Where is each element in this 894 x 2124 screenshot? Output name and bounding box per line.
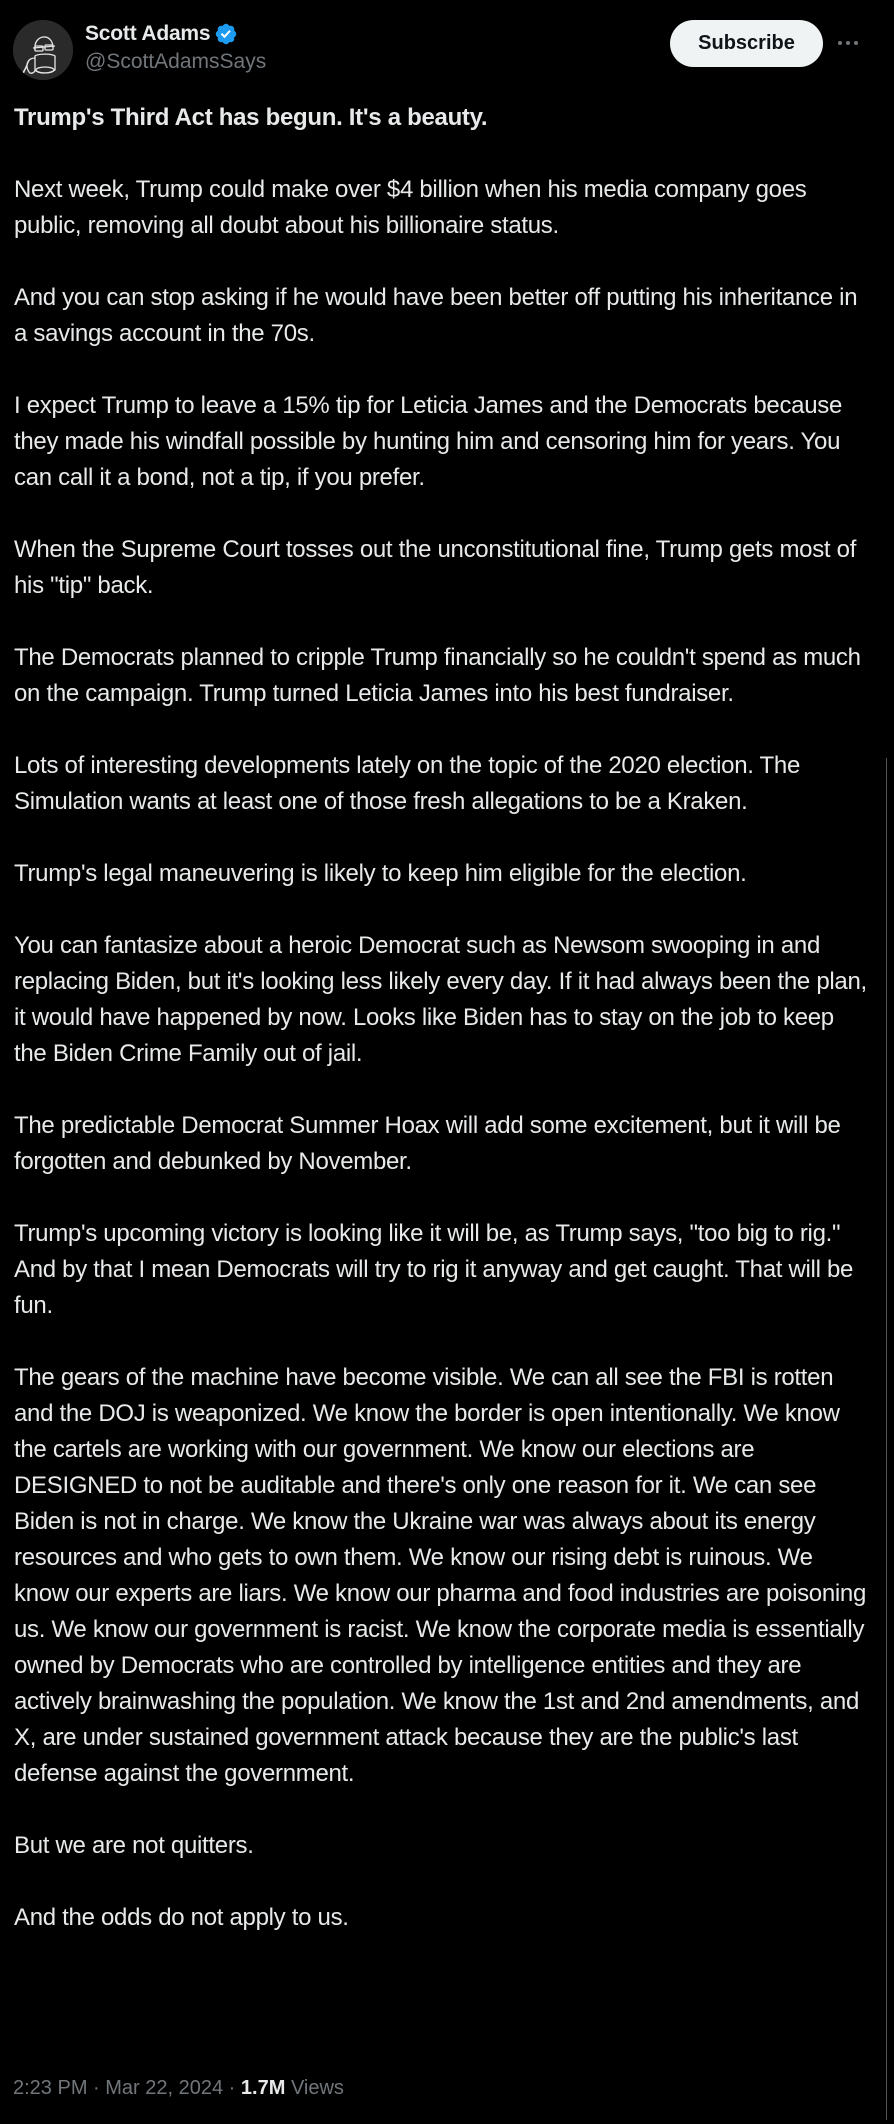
author-handle[interactable]: @ScottAdamsSays	[85, 50, 267, 73]
tweet-paragraph: I expect Trump to leave a 15% tip for Leticia James and the Democrats because they made his windfall possible by hunting him and censoring him for years. You can call it a bond, not a tip, if you prefer.	[14, 392, 843, 491]
avatar[interactable]	[13, 20, 73, 80]
more-horizontal-icon	[838, 41, 842, 45]
avatar-line-drawing-icon	[13, 20, 73, 80]
tweet-meta	[13, 2075, 344, 2101]
views-label: Views	[290, 2077, 344, 2099]
tweet-paragraph: The gears of the machine have become visible. We can all see the FBI is rotten and the DOJ is weaponized. We know the border is open intentionally. We know the cartels are working with our government. We know our elections are DESIGNED to not be auditable and there's only one reason for it. We can see Biden is not in charge. We know the Ukraine war was always about its energy resources and who gets to own them. We know our rising debt is ruinous. We know our experts are liars. We know our pharma and food industries are poisoning us. We know our government is racist. We know the corporate media is essentially owned by Democrats who are controlled by intelligence entities and they are actively brainwashing the population. We know the 1st and 2nd amendments, and X, are under sustained government attack because they are the public's last defense against the government.	[14, 1364, 867, 1787]
tweet-paragraph: Trump's legal maneuvering is likely to keep him eligible for the election.	[14, 860, 747, 887]
more-horizontal-icon	[854, 41, 858, 45]
tweet-paragraph: Lots of interesting developments lately on the topic of the 2020 election. The Simulation wants at least one of those fresh allegations to be a Kraken.	[14, 752, 801, 815]
tweet-paragraph: The predictable Democrat Summer Hoax will add some excitement, but it will be forgotten and debunked by November.	[14, 1112, 841, 1175]
tweet-paragraph: And you can stop asking if he would have been better off putting his inheritance in a savings account in the 70s.	[14, 284, 858, 347]
more-options-button[interactable]	[832, 30, 864, 56]
tweet-paragraph: Next week, Trump could make over $4 billion when his media company goes public, removing all doubt about his billionaire status.	[14, 176, 807, 239]
meta-separator: ·	[223, 2077, 241, 2099]
tweet-paragraph: But we are not quitters.	[14, 1832, 254, 1859]
more-horizontal-icon	[846, 41, 850, 45]
tweet-paragraph: The Democrats planned to cripple Trump financially so he couldn't spend as much on the campaign. Trump turned Leticia James into his best fundraiser.	[14, 644, 861, 707]
tweet-paragraph: When the Supreme Court tosses out the unconstitutional fine, Trump gets most of his "tip" back.	[14, 536, 857, 599]
scrollbar-track[interactable]	[886, 758, 887, 2120]
views-count: 1.7M	[240, 2077, 286, 2099]
author-name-row	[85, 21, 238, 47]
tweet-date[interactable]: Mar 22, 2024	[105, 2077, 224, 2099]
verified-badge-icon[interactable]	[214, 22, 238, 46]
tweet-title: Trump's Third Act has begun. It's a beauty.	[14, 104, 488, 131]
subscribe-button[interactable]: Subscribe	[670, 20, 823, 67]
tweet-text	[14, 100, 870, 1936]
tweet-paragraph: Trump's upcoming victory is looking like it will be, as Trump says, "too big to rig." And by that I mean Democrats will try to rig it anyway and get caught. That will be fun.	[14, 1220, 854, 1319]
tweet-paragraph: And the odds do not apply to us.	[14, 1904, 349, 1931]
tweet-header	[0, 0, 894, 90]
tweet-paragraph: You can fantasize about a heroic Democrat such as Newsom swooping in and replacing Biden, but it's looking less likely every day. If it had always been the plan, it would have happened by now. Looks like Biden has to stay on the job to keep the Biden Crime Family out of jail.	[14, 932, 867, 1067]
author-name[interactable]: Scott Adams	[85, 22, 211, 45]
meta-separator: ·	[87, 2077, 106, 2099]
tweet-time[interactable]: 2:23 PM	[13, 2077, 88, 2099]
